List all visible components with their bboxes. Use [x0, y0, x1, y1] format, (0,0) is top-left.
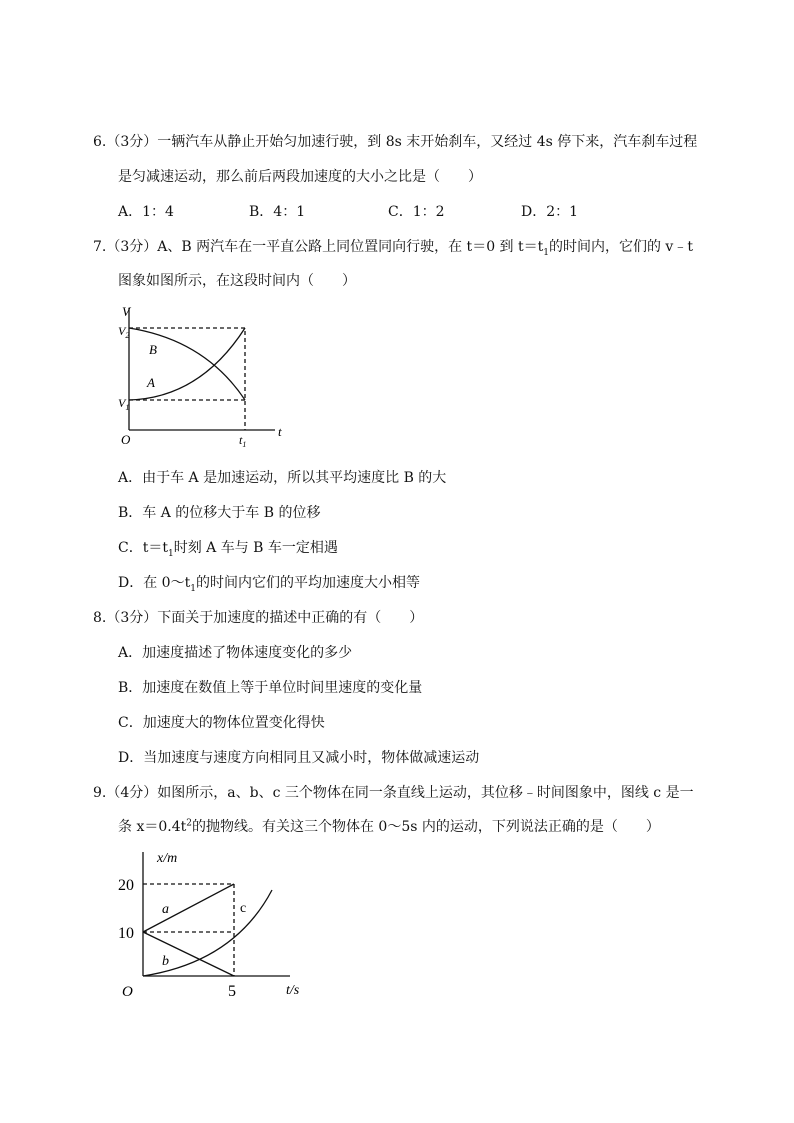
q6-option-b: B．4：1 [249, 204, 306, 220]
q8-option-a: A．加速度描述了物体速度变化的多少 [118, 645, 353, 661]
q7-curve-a-label: A [147, 375, 155, 390]
q6-option-a: A．1：4 [118, 204, 174, 220]
q7-axis-v-label: V [122, 304, 130, 319]
q8-line1: 8.（3分）下面关于加速度的描述中正确的有（ ） [93, 610, 424, 626]
q7-option-b: B．车 A 的位移大于车 B 的位移 [118, 505, 321, 521]
q9-origin-label: O [122, 984, 133, 1000]
q7-curve-b-label: B [149, 342, 157, 357]
q6-option-c: C．1：2 [388, 204, 445, 220]
q9-line-a [143, 884, 234, 932]
q9-line2: 条 $x=0.4t^2$的抛物线。有关这三个物体在 0～5s 内的运动，下列说法正确的是（ ） [118, 818, 660, 835]
q7-origin-label: O [121, 432, 131, 447]
q7-vt-graph [110, 300, 290, 450]
q6-line2: 是匀减速运动，那么前后两段加速度的大小之比是（ ） [118, 169, 482, 185]
q9-label-a: a [162, 902, 169, 917]
q9-axis-t-label: t/s [286, 983, 300, 998]
q7-option-c: C．$t=t_1$时刻 A 车与 B 车一定相遇 [118, 540, 338, 559]
q9-axis-x-label: x/m [157, 851, 178, 866]
q7-v1-label: $V_1$ [118, 396, 130, 412]
q9-xt-graph [110, 842, 320, 1002]
q7-line1: 7.（3分）A、B 两汽车在一平直公路上同位置同向行驶，在 t＝0 到 $t=t_1$的时间内，它们的 v﹣t [93, 239, 693, 258]
q9-tick-5: 5 [228, 983, 236, 1000]
q6-option-d: D．2：1 [521, 204, 579, 220]
q7-v2-label: $V_2$ [118, 324, 130, 340]
q6-line1: 6.（3分）一辆汽车从静止开始匀加速行驶，到 8s 末开始刹车，又经过 4s 停下来，汽车刹车过程 [93, 134, 698, 150]
q9-tick-10: 10 [118, 925, 134, 942]
q9-label-c: c [240, 901, 247, 916]
q9-line1: 9.（4分）如图所示，a、b、c 三个物体在同一条直线上运动，其位移﹣时间图象中，图线 c 是一 [93, 785, 694, 801]
q8-option-b: B．加速度在数值上等于单位时间里速度的变化量 [118, 680, 423, 696]
q7-option-a: A．由于车 A 是加速运动，所以其平均速度比 B 的大 [118, 470, 447, 486]
q7-line2: 图象如图所示，在这段时间内（ ） [118, 273, 356, 289]
q8-option-c: C．加速度大的物体位置变化得快 [118, 715, 325, 731]
q7-axis-t-label: t [278, 424, 282, 439]
q9-tick-20: 20 [118, 877, 134, 894]
q9-line-b [143, 932, 234, 976]
q6-options [118, 201, 638, 221]
q9-label-b: b [162, 954, 169, 969]
q7-t1-label: $t_1$ [239, 433, 247, 449]
q7-option-d: D．在 $0\sim t_1$的时间内它们的平均加速度大小相等 [118, 575, 420, 594]
q8-option-d: D．当加速度与速度方向相同且又减小时，物体做减速运动 [118, 750, 480, 766]
